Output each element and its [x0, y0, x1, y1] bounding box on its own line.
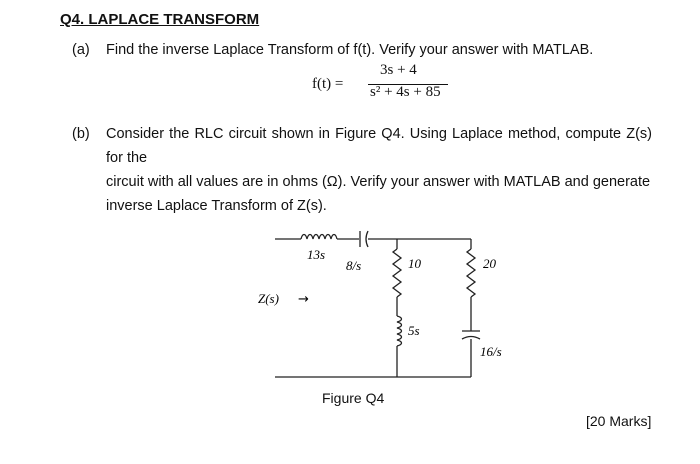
part-b-line-3: inverse Laplace Transform of Z(s). [106, 198, 327, 214]
label-16s: 16/s [480, 344, 502, 359]
figure-caption: Figure Q4 [322, 390, 385, 406]
label-10: 10 [408, 256, 421, 271]
impedance-arrow: → [298, 292, 309, 307]
part-b-label: (b) [72, 126, 90, 142]
equation-lhs: f(t) = [312, 76, 344, 92]
inductor-5s-symbol [397, 316, 402, 346]
label-8s: 8/s [346, 258, 362, 273]
resistor-10-symbol [393, 249, 401, 297]
resistor-20-symbol [467, 249, 475, 297]
part-b-line-2: circuit with all values are in ohms (Ω). Verify your answer with MATLAB and generate [106, 174, 651, 190]
capacitor-16s-plate-2 [462, 337, 480, 340]
label-5s: 5s [408, 323, 420, 338]
label-20: 20 [483, 256, 496, 271]
inductor-13s-symbol [301, 235, 337, 240]
equation-numerator: 3s + 4 [380, 62, 417, 78]
part-a-label: (a) [72, 42, 90, 58]
part-a-text: Find the inverse Laplace Transform of f(t). Verify your answer with MATLAB. [106, 42, 594, 58]
marks-label: [20 Marks] [586, 413, 652, 429]
label-13s: 13s [307, 247, 326, 262]
question-title: Q4. LAPLACE TRANSFORM [60, 11, 260, 28]
label-impedance: Z(s) [258, 291, 279, 306]
equation-denominator: s² + 4s + 85 [370, 84, 441, 100]
capacitor-8s-plate-2 [366, 231, 368, 247]
part-b-line-1: Consider the RLC circuit shown in Figure Q4. Using Laplace method, compute Z(s) for the [106, 126, 652, 166]
